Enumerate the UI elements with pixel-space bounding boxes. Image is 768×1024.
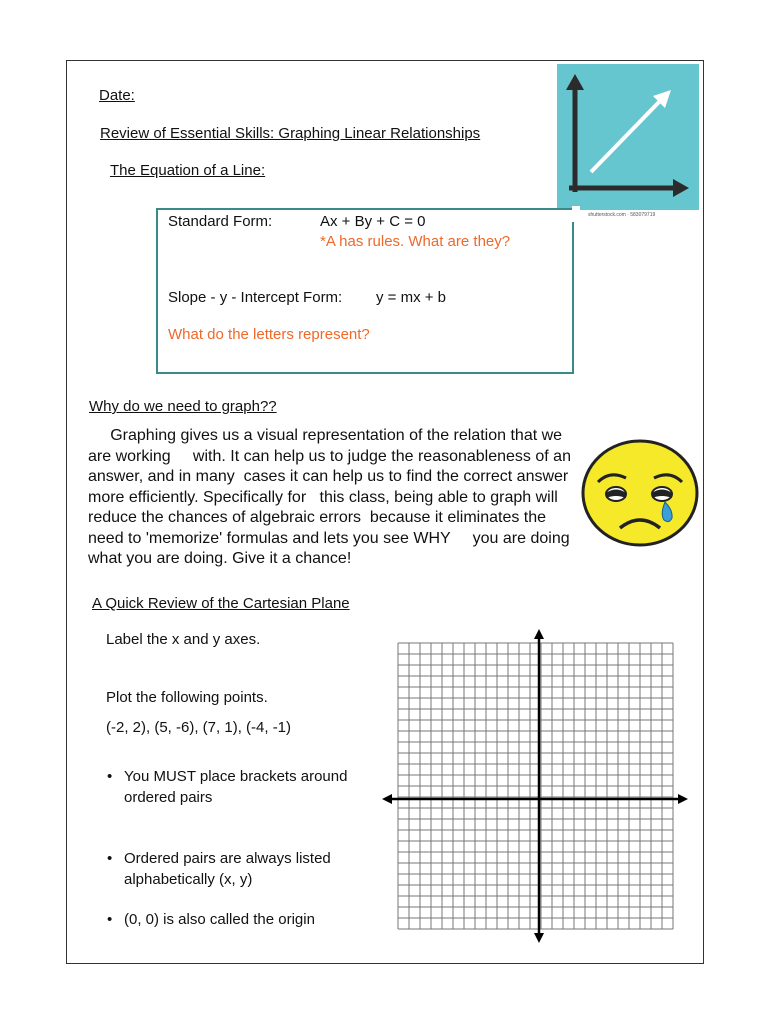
instruction-plot-points: Plot the following points. — [106, 689, 268, 706]
box-corner-gap — [572, 206, 580, 222]
cartesian-grid — [380, 628, 690, 944]
paragraph-line: answer, and in many cases it can help us to find the correct answer — [88, 468, 569, 485]
equation-heading: The Equation of a Line: — [110, 162, 266, 179]
x-axis-arrow-left — [382, 794, 392, 804]
paragraph-line: need to 'memorize' formulas and lets you see WHY you are doing — [88, 529, 570, 547]
letters-question: What do the letters represent? — [168, 326, 370, 343]
slope-form-label: Slope - y - Intercept Form: — [168, 289, 343, 306]
paragraph-line: more efficiently. Specifically for this class, being able to graph will — [88, 488, 558, 506]
paragraph-line: Graphing gives us a visual representation of the relation that we — [88, 427, 563, 444]
bullet-line: (0, 0) is also called the origin — [124, 911, 315, 928]
x-axis-arrow-right — [678, 794, 688, 804]
bullet-line: alphabetically (x, y) — [124, 871, 253, 888]
sad-face-icon — [580, 438, 700, 548]
bullet-line: ordered pairs — [124, 789, 213, 806]
cartesian-heading: A Quick Review of the Cartesian Plane — [92, 595, 350, 612]
paragraph-line: what you are doing. Give it a chance! — [88, 550, 352, 567]
page-title: Review of Essential Skills: Graphing Linear Relationships — [100, 125, 481, 142]
graph-arrow-icon — [557, 64, 699, 210]
bullet-symbol: • — [107, 768, 113, 785]
bullet-symbol: • — [107, 911, 113, 928]
slope-form-equation: y = mx + b — [376, 289, 447, 306]
date-label: Date: — [99, 87, 135, 104]
paragraph-line: reduce the chances of algebraic errors because it eliminates the — [88, 509, 547, 526]
paragraph-line: are working with. It can help us to judge the reasonableness of an — [88, 447, 571, 465]
y-axis-arrow-down — [534, 933, 544, 943]
bullet-line: You MUST place brackets around — [124, 768, 348, 785]
why-heading: Why do we need to graph?? — [89, 398, 277, 415]
bullet-symbol: • — [107, 850, 113, 867]
standard-form-equation: Ax + By + C = 0 — [320, 213, 426, 230]
standard-form-label: Standard Form: — [168, 213, 273, 230]
bullet-line: Ordered pairs are always listed — [124, 850, 331, 867]
why-paragraph — [88, 426, 574, 570]
instruction-label-axes: Label the x and y axes. — [106, 631, 261, 648]
points-list: (-2, 2), (5, -6), (7, 1), (-4, -1) — [106, 719, 292, 736]
standard-form-note: *A has rules. What are they? — [320, 233, 511, 250]
stock-credit: shutterstock.com · 583079719 — [588, 212, 656, 218]
y-axis-arrow-up — [534, 629, 544, 639]
